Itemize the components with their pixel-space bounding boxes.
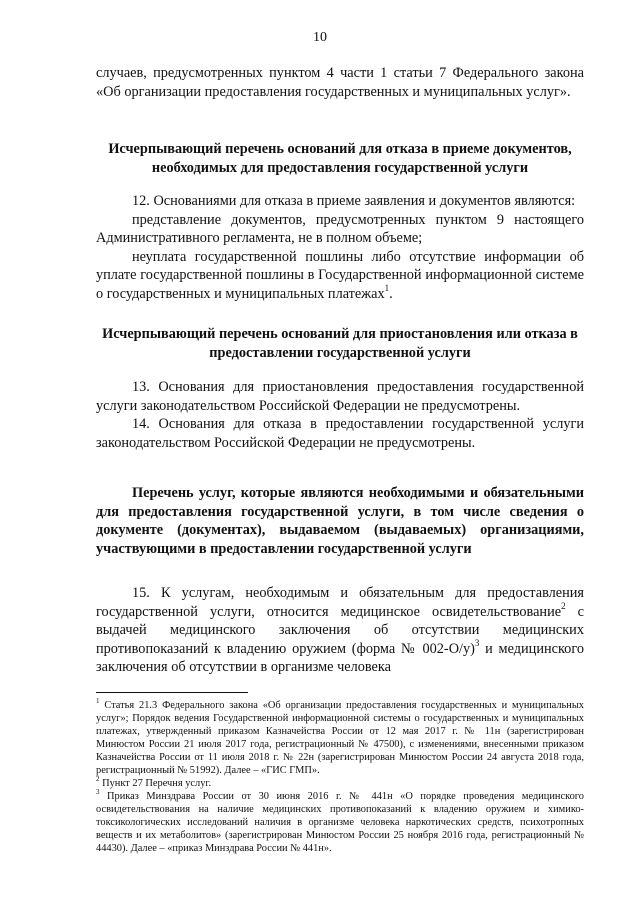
footnote-ref-1: 1 <box>384 283 390 294</box>
footnotes <box>96 696 584 855</box>
section-12 <box>96 192 584 304</box>
footnote-3-mark: 3 <box>96 787 100 796</box>
paragraph-13: 13. Основания для приостановления предоставления государственной услуги законодательством Российской Федерации не предусмотрены. <box>96 379 584 414</box>
footnote-2-text: Пункт 27 Перечня услуг. <box>99 778 212 789</box>
footnote-2-mark: 2 <box>96 774 100 783</box>
paragraph-15-part2: с выдачей медицинского заключения об отсутствии медицинских противопоказаний к владению оружием (форма № 002-О/у) <box>96 603 584 657</box>
footnote-2 <box>96 774 584 790</box>
intro-paragraph <box>96 64 584 101</box>
heading-suspension: Исчерпывающий перечень оснований для приостановления или отказа в предоставлении государственной услуги <box>102 326 578 361</box>
footnote-divider <box>96 692 248 693</box>
section-15 <box>96 584 584 677</box>
page-number: 10 <box>313 30 327 45</box>
section-reasons-refusal-intake <box>96 140 584 177</box>
section-required-services <box>96 484 584 558</box>
paragraph-12-item-b <box>96 248 584 304</box>
paragraph-12-item-b-end: . <box>389 285 393 302</box>
footnote-ref-3: 3 <box>474 638 480 649</box>
footnote-ref-2: 2 <box>561 600 566 611</box>
footnote-3 <box>96 787 584 855</box>
intro-text: случаев, предусмотренных пунктом 4 части 1 статьи 7 Федерального закона «Об организации предоставления государственных и муниципальных услуг». <box>96 65 584 100</box>
footnote-1 <box>96 696 584 777</box>
footnote-1-text: Статья 21.3 Федерального закона «Об организации предоставления государственных и муниципальных услуг»; Порядок ведения Государственной информационной системы о государственных и муниципальных платежах, утвержденный приказом Казначейства России от 12 мая 2017 г. № 11н (зарегистрирован Минюстом России 21 июля 2017 года, регистрационный № 47500), с изменениями, внесенными приказом Казначейства России от 11 июля 2018 г. № 22н (зарегистрирован Минюстом России 24 августа 2018 года, регистрационный № 51992). Далее – «ГИС ГМП». <box>96 700 584 776</box>
heading-required-services: Перечень услуг, которые являются необходимыми и обязательными для предоставления государственной услуги, в том числе сведения о документе (документах), выдаваемом (выдаваемых) организациями, участвующими в предоставлении государственной услуги <box>96 485 584 557</box>
paragraph-12-item-a: представление документов, предусмотренных пунктом 9 настоящего Административного регламента, не в полном объеме; <box>96 211 584 247</box>
paragraph-12-item-b-text: неуплата государственной пошлины либо отсутствие информации об уплате государственной пошлины в Государственной информационной системе о государственных и муниципальных платежах <box>96 248 584 302</box>
paragraph-12: 12. Основаниями для отказа в приеме заявления и документов являются: <box>132 193 576 209</box>
heading-refusal-intake: Исчерпывающий перечень оснований для отказа в приеме документов, необходимых для предоставления государственной услуги <box>108 141 572 176</box>
section-reasons-suspension <box>96 325 584 362</box>
paragraph-15-part1: 15. К услугам, необходимым и обязательным для предоставления государственной услуги, относится медицинское освидетельствование <box>96 585 584 620</box>
section-13-14 <box>96 378 584 452</box>
footnote-1-mark: 1 <box>96 696 100 705</box>
footnote-3-text: Приказ Минздрава России от 30 июня 2016 г. № 441н «О порядке проведения медицинского освидетельствования на наличие медицинских противопоказаний к владению оружием и химико-токсикологических исследований наличия в организме человека наркотических средств, психотропных веществ и их метаболитов» (зарегистрирован Минюстом России 25 ноября 2016 года, регистрационный № 44430). Далее – «приказ Минздрава России № 441н». <box>96 791 584 854</box>
paragraph-14: 14. Основания для отказа в предоставлении государственной услуги законодательством Российской Федерации не предусмотрены. <box>96 416 584 451</box>
paragraph-15-part3: и медицинского заключения об отсутствии в организме человека <box>96 640 584 676</box>
paragraph-15 <box>96 584 584 677</box>
